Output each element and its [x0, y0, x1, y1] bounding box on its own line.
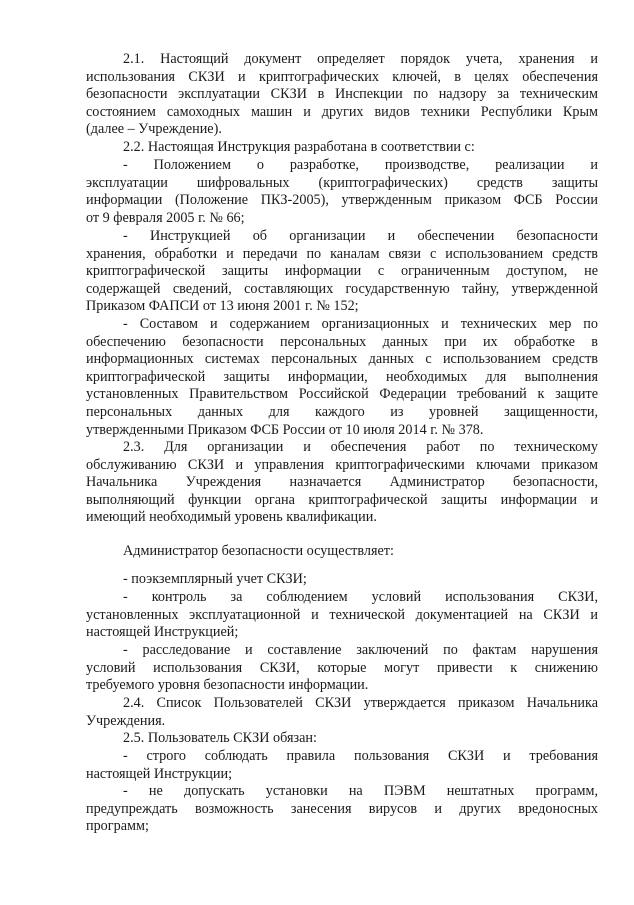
- bullet-item: [86, 748, 598, 783]
- text-line: - Составом и содержанием организационных и технических мер по: [123, 316, 598, 332]
- text-line: криптографической защиты информации, необходимых для выполнения: [86, 368, 598, 385]
- text-line: выполняющий функции органа криптографической защиты информации и: [86, 491, 598, 508]
- text-line: - контроль за соблюдением условий использования СКЗИ,: [123, 589, 598, 605]
- text-line: содержащей сведений, составляющих государственную тайну, утвержденной: [86, 280, 598, 297]
- text-line: информации (Положение ПКЗ-2005), утвержденным приказом ФСБ России: [86, 192, 598, 209]
- bullet-item: [86, 589, 598, 642]
- text-line: - расследование и составление заключений по фактам нарушения: [123, 642, 598, 658]
- text-line: - поэкземплярный учет СКЗИ;: [123, 571, 307, 587]
- text-line: - не допускать установки на ПЭВМ нештатных программ,: [123, 783, 598, 799]
- bullet-item: [86, 571, 598, 589]
- bullet-item: [86, 642, 598, 695]
- text-line: использования СКЗИ и криптографических ключей, в целях обеспечения: [86, 68, 598, 85]
- text-line: Администратор безопасности осуществляет:: [123, 543, 394, 559]
- text-line: персональных данных для каждого из уровней защищенности,: [86, 403, 598, 420]
- text-line: 2.5. Пользователь СКЗИ обязан:: [123, 730, 317, 746]
- text-line: требуемого уровня безопасности информации.: [86, 677, 369, 694]
- paragraph-2-2: [86, 139, 598, 157]
- text-line: (далее – Учреждение).: [86, 121, 222, 138]
- bullet-item: [86, 783, 598, 836]
- bullet-item: [86, 228, 598, 316]
- text-line: безопасности эксплуатации СКЗИ в Инспекции по надзору за техническим: [86, 86, 598, 103]
- paragraph-2-1: [86, 51, 598, 139]
- text-line: информационных системах персональных данных с использованием средств: [86, 351, 598, 368]
- text-line: имеющий необходимый уровень квалификации.: [86, 509, 377, 526]
- text-line: хранения, обработки и передачи по каналам связи с использованием средств: [86, 245, 598, 262]
- text-line: 2.2. Настоящая Инструкция разработана в соответствии с:: [123, 139, 475, 155]
- text-line: обслуживанию СКЗИ и управления криптографическими ключами приказом: [86, 456, 598, 473]
- text-line: установленных эксплуатационной и технической документацией на СКЗИ и: [86, 606, 598, 623]
- text-line: Начальника Учреждения назначается Администратор безопасности,: [86, 474, 598, 491]
- bullet-item: [86, 316, 598, 439]
- text-line: обеспечению безопасности персональных данных при их обработке в: [86, 333, 598, 350]
- paragraph-2-5: [86, 730, 598, 748]
- text-line: утвержденными Приказом ФСБ России от 10 июля 2014 г. № 378.: [86, 421, 484, 438]
- text-line: Учреждения.: [86, 712, 166, 729]
- text-line: условий использования СКЗИ, которые могут привести к снижению: [86, 659, 598, 676]
- admin-duties-heading: [86, 543, 598, 561]
- paragraph-2-4: [86, 695, 598, 730]
- text-line: 2.3. Для организации и обеспечения работ по техническому: [123, 439, 598, 455]
- text-line: - Инструкцией об организации и обеспечении безопасности: [123, 228, 598, 244]
- text-line: настоящей Инструкцией;: [86, 624, 239, 641]
- text-line: - Положением о разработке, производстве, реализации и: [123, 157, 598, 173]
- paragraph-2-3: [86, 439, 598, 527]
- text-line: настоящей Инструкции;: [86, 765, 233, 782]
- text-line: - строго соблюдать правила пользования СКЗИ и требования: [123, 748, 598, 764]
- text-line: состоянием самоходных машин и других видов техники Республики Крым: [86, 103, 598, 120]
- text-line: Приказом ФАПСИ от 13 июня 2001 г. № 152;: [86, 298, 359, 315]
- text-line: 2.4. Список Пользователей СКЗИ утверждается приказом Начальника: [123, 695, 598, 711]
- bullet-item: [86, 157, 598, 227]
- text-line: эксплуатации шифровальных (криптографических) средств защиты: [86, 174, 598, 191]
- text-line: криптографической защиты информации с ограниченным доступом, не: [86, 263, 598, 280]
- text-line: программ;: [86, 818, 149, 835]
- text-line: от 9 февраля 2005 г. № 66;: [86, 209, 245, 226]
- text-line: предупреждать возможность занесения вирусов и других вредоносных: [86, 800, 598, 817]
- text-line: 2.1. Настоящий документ определяет порядок учета, хранения и: [123, 51, 598, 67]
- text-line: установленных Правительством Российской Федерации требований к защите: [86, 386, 598, 403]
